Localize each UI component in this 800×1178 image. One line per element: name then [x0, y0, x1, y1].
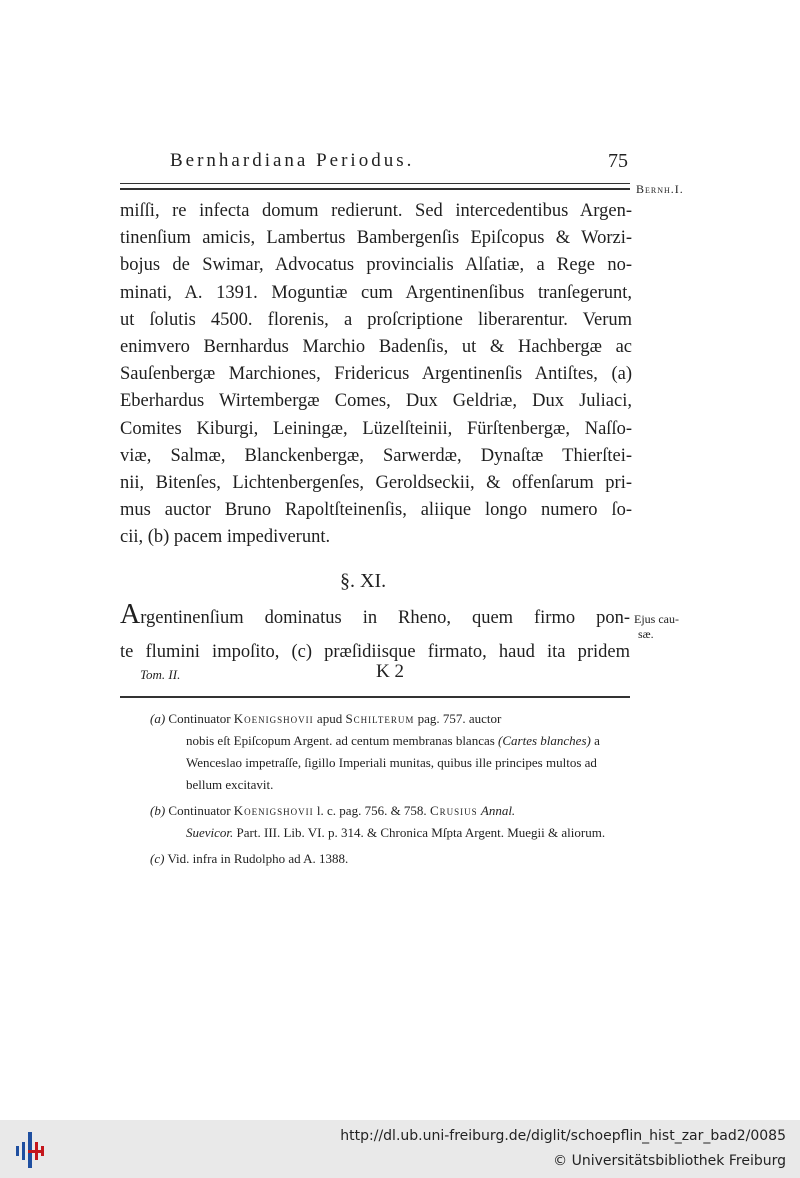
header-rule-thick	[120, 188, 630, 190]
text-line: miſſi, re infecta domum redierunt. Sed intercedentibus Argen-	[120, 201, 632, 221]
footnote-c	[150, 848, 628, 870]
ub-freiburg-logo-icon[interactable]	[14, 1130, 52, 1170]
margin-note-ejus	[634, 612, 704, 642]
text-line: nii, Bitenſes, Lichtenbergenſes, Geroldseckii, & offenſarum pri-	[120, 473, 632, 494]
footnote-marker: (c)	[150, 851, 165, 866]
footnote-text: apud	[316, 711, 343, 726]
footnote-text: Vid. infra in Rudolpho ad A. 1388.	[167, 851, 349, 866]
text-line: te flumini impoſito, (c) præſidiisque firmato, haud ita pridem	[120, 642, 630, 662]
running-head: Bernhardiana Periodus.	[170, 150, 415, 171]
footnote-text: Annal.	[480, 803, 516, 818]
text-line: Sauſenbergæ Marchiones, Fridericus Argentinenſis Antiſtes, (a)	[120, 364, 632, 385]
footnote-marker: (b)	[150, 803, 166, 818]
footnote-author: Crusius	[429, 803, 478, 818]
section-paragraph	[120, 598, 630, 669]
footnote-b	[150, 800, 628, 844]
footnote-a	[150, 708, 628, 796]
footnote-text: Continuator	[168, 711, 231, 726]
footnote-author: Schilterum	[345, 711, 415, 726]
gathering-signature: K 2	[376, 661, 404, 682]
footnote-text: Part. III. Lib. VI. p. 314. & Chronica Mſpta Argent. Muegii &	[236, 825, 559, 840]
text-line: Eberhardus Wirtembergæ Comes, Dux Geldriæ, Dux Juliaci,	[120, 391, 632, 412]
footnote-text: l. c. pag. 756. & 758.	[316, 803, 427, 818]
text-line: rgentinenſium dominatus in Rheno, quem firmo pon-	[140, 608, 630, 628]
text-line: cii, (b) pacem impediverunt.	[120, 527, 331, 548]
text-line: ut ſolutis 4500. florenis, a proſcriptione liberarentur. Verum	[120, 309, 632, 330]
volume-signature: Tom. II.	[140, 667, 181, 682]
section-heading: §. XI.	[340, 570, 387, 592]
margin-note-line: Ejus cau-	[634, 612, 679, 626]
text-line: minati, A. 1391. Moguntiæ cum Argentinenſibus tranſegerunt,	[120, 282, 632, 303]
footnote-rule	[120, 696, 630, 698]
margin-note-line: sæ.	[638, 627, 654, 641]
footnote-text: (Cartes	[498, 733, 538, 748]
footnote-author: Koenigshovii	[233, 803, 314, 818]
text-line: mus auctor Bruno Rapoltſteinenſis, aliique longo numero ſo-	[120, 500, 632, 521]
footnote-text: Continuator	[168, 803, 231, 818]
text-line: viæ, Salmæ, Blanckenbergæ, Sarwerdæ, Dynaſtæ Thierſtei-	[120, 445, 632, 466]
main-paragraph	[120, 198, 632, 552]
header-rule-thin	[120, 183, 630, 184]
footnote-text: blanches)	[540, 733, 591, 748]
footnote-marker: (a)	[150, 711, 166, 726]
text-line: enimvero Bernhardus Marchio Badenſis, ut & Hachbergæ ac	[120, 337, 632, 358]
footnote-author: Koenigshovii	[233, 711, 314, 726]
footnote-text: Suevicor.	[186, 825, 234, 840]
text-line: tinenſium amicis, Lambertus Bambergenſis Epiſcopus & Worzi-	[120, 228, 632, 249]
source-url-link[interactable]: http://dl.ub.uni-freiburg.de/diglit/schoepflin_hist_zar_bad2/0085	[340, 1128, 786, 1144]
text-line: bojus de Swimar, Advocatus provincialis Alſatiæ, a Rege no-	[120, 255, 632, 276]
footnote-text: pag. 757. auctor	[417, 711, 502, 726]
footnote-text: aliorum.	[561, 825, 606, 840]
footnote-text: principes multos ad bellum excitavit.	[186, 755, 597, 792]
viewer-footer	[0, 1120, 800, 1178]
margin-note-bernh: Bernh.I.	[636, 182, 684, 196]
page-number: 75	[608, 150, 628, 172]
copyright-text: © Universitätsbibliothek Freiburg	[553, 1153, 786, 1169]
drop-cap: A	[120, 599, 141, 630]
footnotes	[150, 708, 628, 874]
footnote-text: nobis eſt Epiſcopum Argent. ad centum membranas blancas	[186, 733, 495, 748]
text-line: Comites Kiburgi, Leiningæ, Lüzelſteinii, Fürſtenbergæ, Naſſo-	[120, 418, 632, 439]
footnote-text: a Wenceslao impetraſſe, ſigillo Imperiali munitas, quibus ille	[186, 733, 600, 770]
